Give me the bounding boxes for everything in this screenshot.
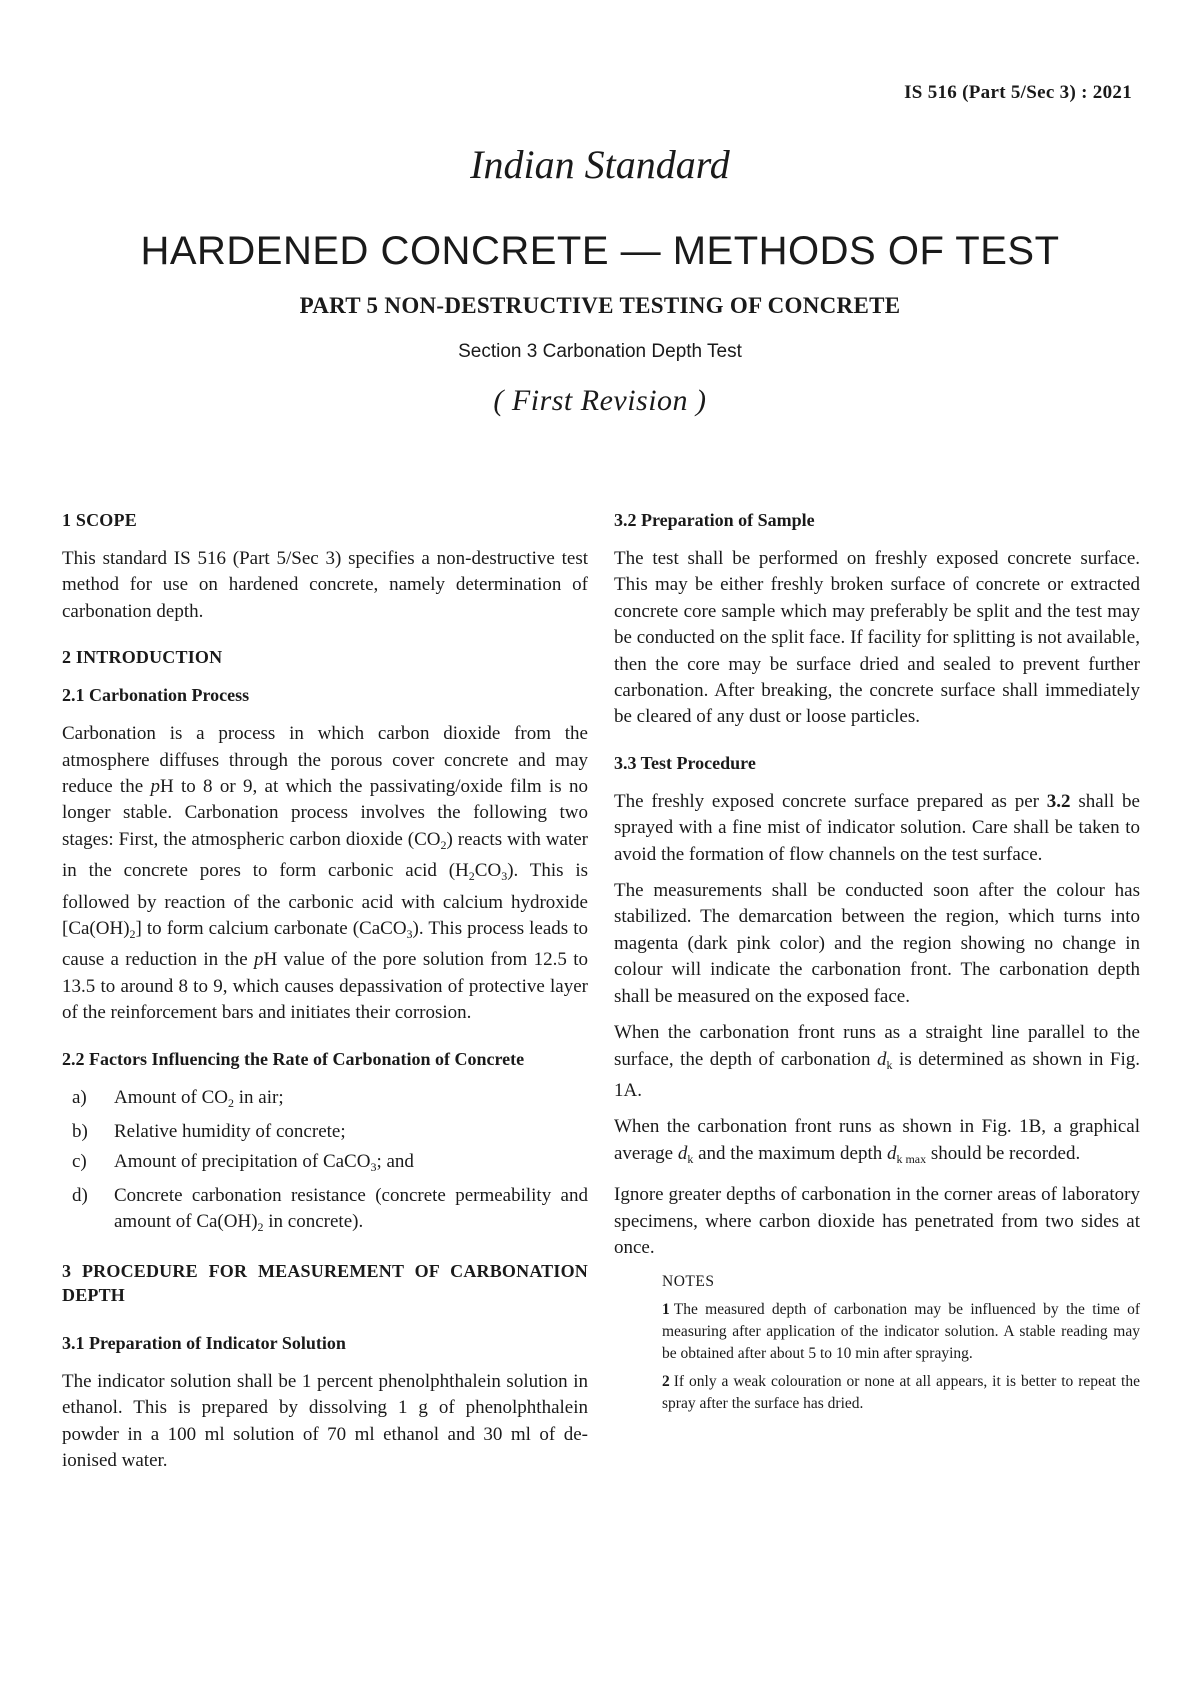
- indicator-solution-heading: 3.1 Preparation of Indicator Solution: [62, 1332, 346, 1353]
- standard-number: IS 516 (Part 5/Sec 3) : 2021: [904, 82, 1132, 103]
- main-title: HARDENED CONCRETE — METHODS OF TEST: [140, 229, 1060, 273]
- list-item: b) Relative humidity of concrete;: [72, 1121, 346, 1143]
- title-block: [0, 135, 1200, 421]
- indicator-solution-paragraph: The indicator solution shall be 1 percent phenolphthalein solution in ethanol. This is prepared by dissolving 1 g of phenolphthalein powder in a 100 ml solution of 70 ml ethanol and 30 ml of de-ionised water.: [62, 1370, 588, 1471]
- introduction-heading: 2 INTRODUCTION: [62, 647, 223, 668]
- list-item: d) Concrete carbonation resistance (concrete permeability and amount of $Ca(OH)_2$ in concrete).: [72, 1184, 588, 1235]
- list-item: a) Amount of $CO_2$ in air;: [72, 1086, 284, 1110]
- carbonation-process-heading: 2.1 Carbonation Process: [62, 685, 250, 706]
- scope-heading: 1 SCOPE: [62, 510, 137, 530]
- notes-block: [662, 1271, 1140, 1415]
- test-procedure-heading: 3.3 Test Procedure: [614, 752, 756, 773]
- revision-label: ( First Revision ): [493, 384, 707, 417]
- right-column: [614, 508, 1140, 1421]
- test-procedure-paragraph-4: When the carbonation front runs as shown in Fig. 1B, a graphical average $d_k$ and the maximum depth $d_{k max}$ should be recorded.: [614, 1116, 1140, 1166]
- factors-list: [62, 1085, 588, 1241]
- procedure-heading: 3 PROCEDURE FOR MEASUREMENT OF CARBONATION DEPTH: [62, 1260, 588, 1305]
- factors-heading: 2.2 Factors Influencing the Rate of Carbonation of Concrete: [62, 1048, 525, 1069]
- carbonation-process-paragraph: Carbonation is a process in which carbon dioxide from the atmosphere diffuses through the porous cover concrete and may reduce the pH to 8 or 9, at which the passivating/oxide film is no longer stable. Carbonation process involves the following two stages: First, the atmospheric carbon dioxide $(CO_2)$ reacts with water in the concrete pores to form carbonic acid $(H_2CO_3)$. This is followed by reaction of the carbonic acid with calcium hydroxide $[Ca(OH)_2]$ to form calcium carbonate (CaCO$_3$). This process leads to cause a reduction in the pH value of the pore solution from 12.5 to 13.5 to around 8 to 9, which causes depassivation of protective layer of the reinforcement bars and initiates their corrosion.: [62, 723, 589, 1024]
- scope-paragraph: This standard IS 516 (Part 5/Sec 3) specifies a non-destructive test method for use on hardened concrete, namely determination of carbonation depth.: [62, 548, 588, 622]
- notes-title: NOTES: [662, 1273, 715, 1291]
- sample-preparation-paragraph: The test shall be performed on freshly exposed concrete surface. This may be either freshly broken surface of concrete or extracted concrete core sample which may preferably be split and the test may be conducted on the split face. If facility for splitting is not available, then the core may be surface dried and sealed to prevent further carbonation. After breaking, the concrete surface shall immediately be cleared of any dust or loose particles.: [614, 548, 1140, 728]
- left-column: [62, 508, 588, 1484]
- test-procedure-paragraph-1: The freshly exposed concrete surface prepared as per 3.2 shall be sprayed with a fine mist of indicator solution. Care shall be taken to avoid the formation of flow channels on the test surface.: [614, 790, 1140, 865]
- note-1: 1 The measured depth of carbonation may be influenced by the time of measuring after application of the indicator solution. A stable reading may be obtained after about 5 to 10 min after spraying.: [662, 1301, 1140, 1363]
- test-procedure-paragraph-5: Ignore greater depths of carbonation in the corner areas of laboratory specimens, where carbon dioxide has penetrated from two sides at once.: [614, 1184, 1140, 1258]
- test-procedure-paragraph-3: When the carbonation front runs as a straight line parallel to the surface, the depth of carbonation $d_k$ is determined as shown in Fig. 1A.: [614, 1022, 1140, 1101]
- note-2: 2 If only a weak colouration or none at all appears, it is better to repeat the spray after the surface has dried.: [662, 1373, 1140, 1413]
- section-title: Section 3 Carbonation Depth Test: [458, 341, 742, 362]
- indian-standard-label: Indian Standard: [470, 142, 730, 187]
- list-item: c) Amount of precipitation of CaCO$_3$; and: [72, 1150, 414, 1174]
- sample-preparation-heading: 3.2 Preparation of Sample: [614, 510, 815, 530]
- part-title: PART 5 NON-DESTRUCTIVE TESTING OF CONCRETE: [299, 293, 901, 318]
- test-procedure-paragraph-2: The measurements shall be conducted soon after the colour has stabilized. The demarcation between the region, which turns into magenta (dark pink color) and the region showing no change in colour will indicate the carbonation front. The carbonation depth shall be measured on the exposed face.: [614, 880, 1140, 1007]
